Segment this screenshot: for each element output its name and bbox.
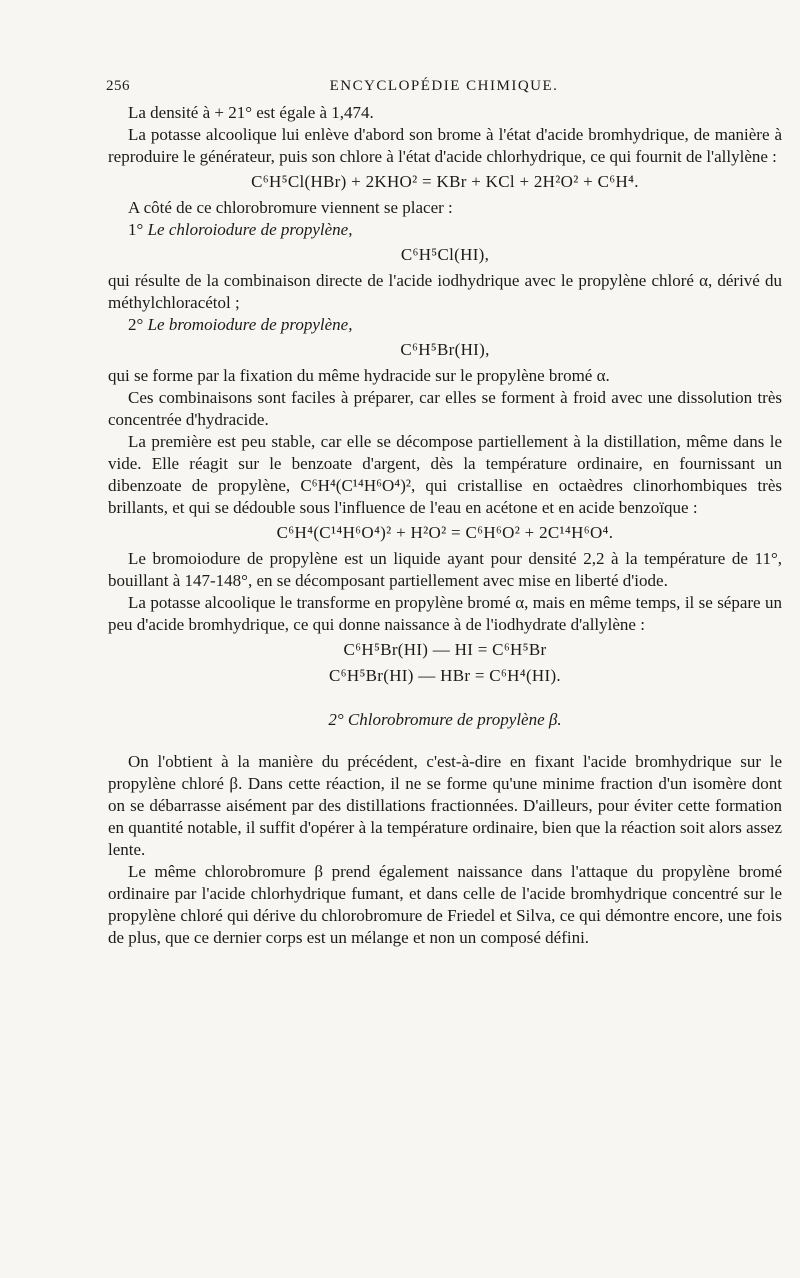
paragraph: Le bromoiodure de propylène est un liquide ayant pour densité 2,2 à la température de 11°, bouillant à 147-148°, en se décomposant partiellement avec mise en liberté d'iode.: [108, 549, 782, 590]
body-text: [108, 102, 782, 949]
chemical-formula: C⁶H⁵Cl(HI),: [400, 245, 490, 264]
paragraph: La densité à + 21° est égale à 1,474.: [128, 103, 374, 122]
numbered-item: [108, 219, 782, 241]
paragraph: La potasse alcoolique le transforme en propylène bromé α, mais en même temps, il se sépare un peu d'acide bromhydrique, ce qui donne naissance à de l'iodhydrate d'allylène :: [108, 593, 782, 634]
chemical-formula: C⁶H⁵Br(HI) — HI = C⁶H⁵Br: [343, 640, 547, 659]
chemical-formula: C⁶H⁵Cl(HBr) + 2KHO² = KBr + KCl + 2H²O² + C⁶H⁴.: [251, 172, 639, 191]
item-title: Le bromoiodure de propylène,: [147, 315, 353, 334]
paragraph: La potasse alcoolique lui enlève d'abord son brome à l'état d'acide bromhydrique, de manière à reproduire le générateur, puis son chlore à l'état d'acide chlorhydrique, ce qui fournit de l'allylène :: [108, 125, 782, 166]
section-heading: 2° Chlorobromure de propylène β.: [328, 710, 562, 729]
paragraph: Le même chlorobromure β prend également naissance dans l'attaque du propylène bromé ordinaire par l'acide chlorhydrique fumant, et dans celle de l'acide bromhydrique concentré sur le propylène chloré qui dérive du chlorobromure de Friedel et Silva, ce qui démontre encore, une fois de plus, que ce dernier corps est un mélange et non un composé défini.: [108, 862, 782, 947]
item-title: Le chloroiodure de propylène,: [147, 220, 353, 239]
page-header: [106, 78, 782, 100]
item-number: 1°: [128, 220, 148, 239]
running-title: ENCYCLOPÉDIE CHIMIQUE.: [329, 78, 559, 94]
item-number: 2°: [128, 315, 148, 334]
paragraph: On l'obtient à la manière du précédent, c'est-à-dire en fixant l'acide bromhydrique sur le propylène chloré β. Dans cette réaction, il ne se forme qu'une minime fraction d'un isomère dont on se débarrasse aisément par des distillations fractionnées. D'ailleurs, pour éviter cette formation en quantité notable, il suffit d'opérer à la température ordinaire, bien que la réaction soit alors assez lente.: [108, 752, 782, 859]
paragraph: qui se forme par la fixation du même hydracide sur le propylène bromé α.: [108, 366, 610, 385]
chemical-formula: C⁶H⁵Br(HI) — HBr = C⁶H⁴(HI).: [329, 666, 561, 685]
paragraph: La première est peu stable, car elle se décompose partiellement à la distillation, même dans le vide. Elle réagit sur le benzoate d'argent, dès la température ordinaire, en fournissant un dibenzoate de propylène, C⁶H⁴(C¹⁴H⁶O⁴)², qui cristallise en octaèdres clinorhombiques très brillants, et qui se dédouble sous l'influence de l'eau en acétone et en acide benzoïque :: [108, 432, 782, 517]
paragraph: A côté de ce chlorobromure viennent se placer :: [128, 198, 453, 217]
chemical-formula: C⁶H⁵Br(HI),: [400, 340, 490, 359]
paragraph: Ces combinaisons sont faciles à préparer, car elles se forment à froid avec une dissolution très concentrée d'hydracide.: [108, 388, 782, 429]
page-number: 256: [106, 78, 130, 94]
paragraph: qui résulte de la combinaison directe de l'acide iodhydrique avec le propylène chloré α, dérivé du méthylchloracétol ;: [108, 271, 782, 312]
numbered-item: [108, 314, 782, 336]
chemical-formula: C⁶H⁴(C¹⁴H⁶O⁴)² + H²O² = C⁶H⁶O² + 2C¹⁴H⁶O⁴.: [276, 523, 614, 542]
